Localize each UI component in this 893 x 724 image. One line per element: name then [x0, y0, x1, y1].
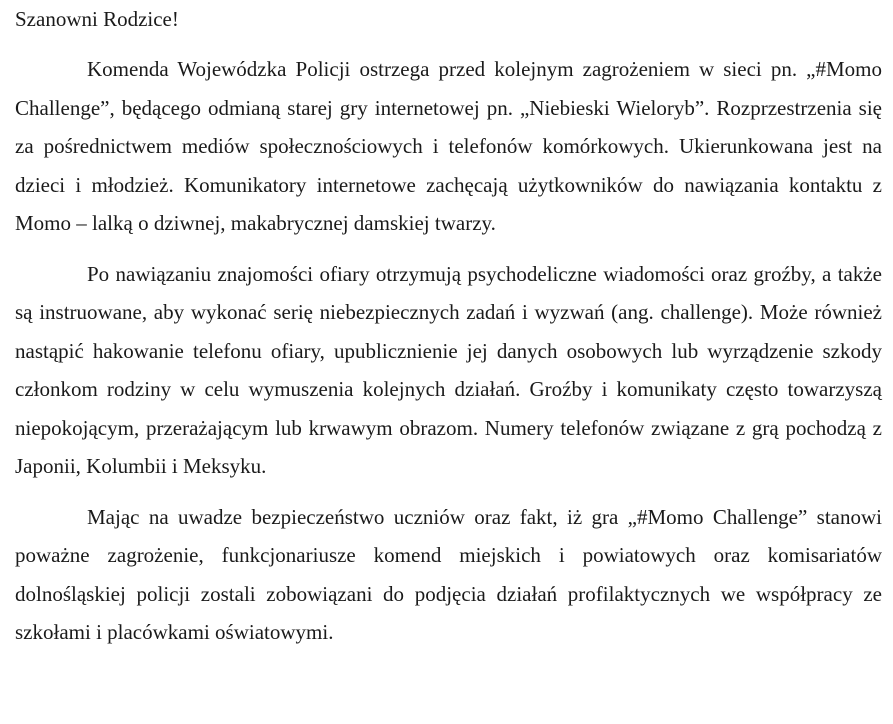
letter-document	[15, 0, 882, 652]
paragraph-warning-intro: Komenda Wojewódzka Policji ostrzega przed kolejnym zagrożeniem w sieci pn. „#Momo Challenge”, będącego odmianą starej gry internetowej pn. „Niebieski Wieloryb”. Rozprzestrzenia się za pośrednictwem mediów społecznościowych i telefonów komórkowych. Ukierunkowana jest na dzieci i młodzież. Komunikatory internetowe zachęcają użytkowników do nawiązania kontaktu z Momo – lalką o dziwnej, makabrycznej damskiej twarzy.	[15, 57, 882, 235]
paragraph-police-actions: Mając na uwadze bezpieczeństwo uczniów oraz fakt, iż gra „#Momo Challenge” stanowi poważne zagrożenie, funkcjonariusze komend miejskich i powiatowych oraz komisariatów dolnośląskiej policji zostali zobowiązani do podjęcia działań profilaktycznych we współpracy ze szkołami i placówkami oświatowymi.	[15, 504, 882, 644]
letter-greeting: Szanowni Rodzice!	[15, 7, 179, 31]
paragraph-threat-details: Po nawiązaniu znajomości ofiary otrzymują psychodeliczne wiadomości oraz groźby, a także są instruowane, aby wykonać serię niebezpiecznych zadań i wyzwań (ang. challenge). Może również nastąpić hakowanie telefonu ofiary, upublicznienie jej danych osobowych lub wyrządzenie szkody członkom rodziny w celu wymuszenia kolejnych działań. Groźby i komunikaty często towarzyszą niepokojącym, przerażającym lub krwawym obrazom. Numery telefonów związane z grą pochodzą z Japonii, Kolumbii i Meksyku.	[15, 261, 882, 478]
